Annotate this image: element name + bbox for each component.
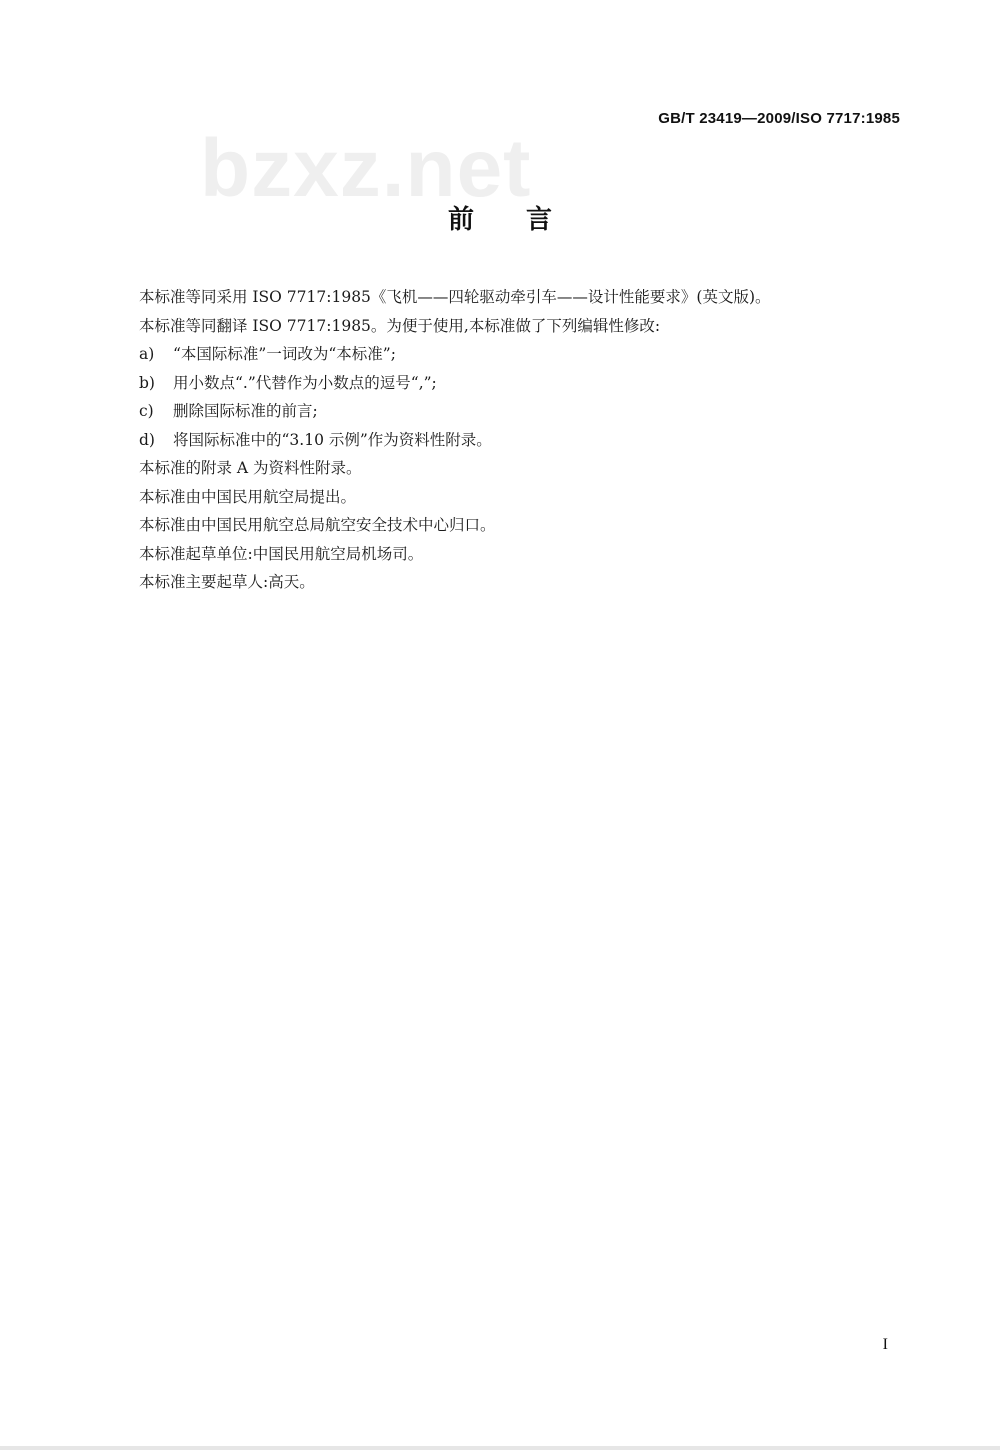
list-item-text: 将国际标准中的“3.10 示例”作为资料性附录。 (173, 430, 492, 449)
paragraph-centralized: 本标准由中国民用航空总局航空安全技术中心归口。 (139, 516, 496, 534)
list-item-text: 用小数点“.”代替作为小数点的逗号“,”; (173, 373, 437, 392)
foreword-body (139, 283, 899, 597)
page-number: I (882, 1336, 888, 1353)
list-item-label: d) (139, 430, 155, 449)
page-title: 前言 (447, 205, 604, 235)
paragraph-drafter: 本标准主要起草人:高天。 (139, 573, 315, 591)
list-item (139, 426, 899, 455)
page-bottom-edge (0, 1446, 1000, 1450)
paragraph-annex: 本标准的附录 A 为资料性附录。 (139, 459, 362, 477)
list-item (139, 369, 899, 398)
list-item-label: a) (139, 345, 155, 363)
list-item-label: c) (139, 402, 154, 420)
list-item-label: b) (139, 373, 155, 392)
paragraph-translation: 本标准等同翻译 ISO 7717:1985。为便于使用,本标准做了下列编辑性修改: (139, 316, 661, 335)
list-item-text: 删除国际标准的前言; (173, 402, 318, 420)
list-item (139, 340, 899, 369)
list-item (139, 397, 899, 426)
standard-code: GB/T 23419—2009/ISO 7717:1985 (658, 110, 900, 127)
paragraph-adoption: 本标准等同采用 ISO 7717:1985《飞机——四轮驱动牵引车——设计性能要求》(英文版)。 (139, 288, 771, 306)
paragraph-drafting-unit: 本标准起草单位:中国民用航空局机场司。 (139, 544, 424, 563)
watermark: bzxz.net (200, 123, 532, 214)
paragraph-proposer: 本标准由中国民用航空局提出。 (139, 487, 357, 506)
list-item-text: “本国际标准”一词改为“本标准”; (173, 345, 396, 363)
